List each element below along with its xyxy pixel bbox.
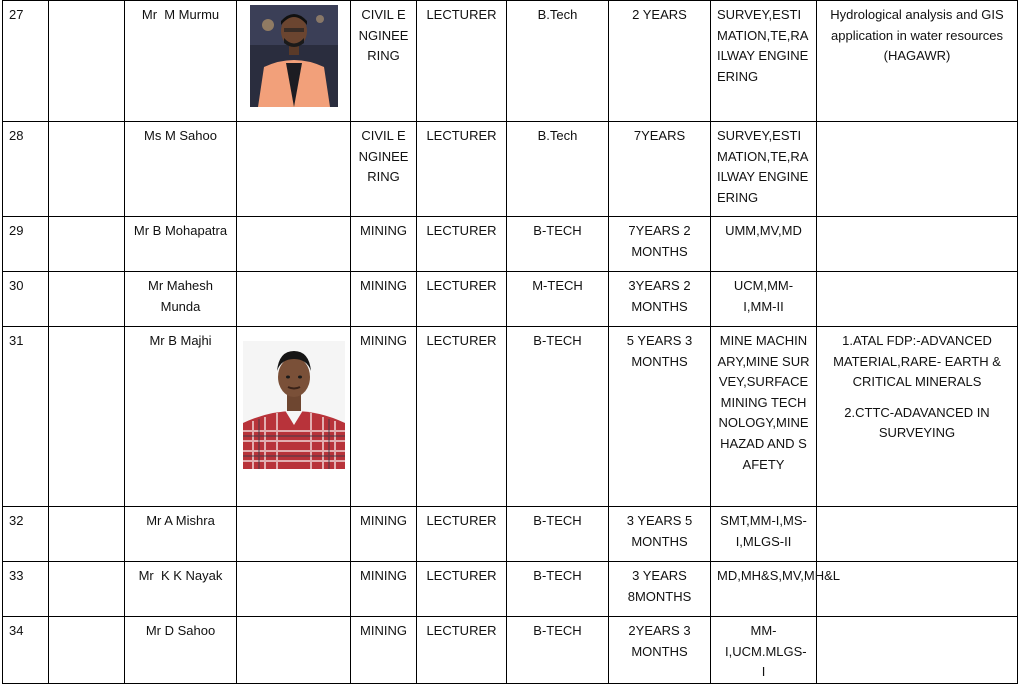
training-attended	[817, 122, 1018, 217]
faculty-table	[2, 0, 1018, 684]
designation: LECTURER	[417, 217, 507, 272]
table-row	[3, 272, 1018, 327]
serial-number: 29	[3, 217, 49, 272]
serial-number: 31	[3, 327, 49, 507]
portrait-man-checked-shirt	[243, 341, 345, 469]
table-row	[3, 327, 1018, 507]
designation: LECTURER	[417, 272, 507, 327]
designation: LECTURER	[417, 507, 507, 562]
empty-cell	[49, 217, 125, 272]
subjects-taught: MINE MACHINARY,MINE SURVEY,SURFACE MINING TECHNOLOGY,MINE HAZAD AND SAFETY	[711, 327, 817, 507]
table-row	[3, 122, 1018, 217]
experience: 5 YEARS 3 MONTHS	[609, 327, 711, 507]
empty-cell	[49, 272, 125, 327]
staff-name: Mr D Sahoo	[125, 617, 237, 684]
staff-name: Mr A Mishra	[125, 507, 237, 562]
serial-number: 28	[3, 122, 49, 217]
qualification: B.Tech	[507, 1, 609, 122]
table-row	[3, 507, 1018, 562]
staff-name: Ms M Sahoo	[125, 122, 237, 217]
qualification: B-TECH	[507, 217, 609, 272]
staff-photo	[237, 1, 351, 122]
staff-name: Mr Mahesh Munda	[125, 272, 237, 327]
serial-number: 33	[3, 562, 49, 617]
staff-name: Mr B Mohapatra	[125, 217, 237, 272]
empty-cell	[49, 122, 125, 217]
serial-number: 32	[3, 507, 49, 562]
subjects-taught: MM-I,UCM.MLGS-I	[711, 617, 817, 684]
table-row	[3, 1, 1018, 122]
qualification: B-TECH	[507, 327, 609, 507]
staff-photo	[237, 617, 351, 684]
training-attended	[817, 217, 1018, 272]
designation: LECTURER	[417, 327, 507, 507]
department: CIVIL ENGINEERING	[351, 1, 417, 122]
empty-cell	[49, 562, 125, 617]
training-attended	[817, 272, 1018, 327]
department: MINING	[351, 327, 417, 507]
training-attended: Hydrological analysis and GIS application in water resources (HAGAWR)	[817, 1, 1018, 122]
department: MINING	[351, 507, 417, 562]
experience: 3YEARS 2 MONTHS	[609, 272, 711, 327]
staff-photo	[237, 327, 351, 507]
staff-name: Mr M Murmu	[125, 1, 237, 122]
serial-number: 30	[3, 272, 49, 327]
training-attended	[817, 617, 1018, 684]
staff-photo	[237, 507, 351, 562]
designation: LECTURER	[417, 562, 507, 617]
table-row	[3, 217, 1018, 272]
department: MINING	[351, 562, 417, 617]
qualification: B-TECH	[507, 507, 609, 562]
experience: 7YEARS 2 MONTHS	[609, 217, 711, 272]
experience: 3 YEARS 5 MONTHS	[609, 507, 711, 562]
subjects-taught: SMT,MM-I,MS-I,MLGS-II	[711, 507, 817, 562]
designation: LECTURER	[417, 1, 507, 122]
empty-cell	[49, 1, 125, 122]
serial-number: 34	[3, 617, 49, 684]
training-attended	[817, 507, 1018, 562]
staff-name: Mr K K Nayak	[125, 562, 237, 617]
training-attended	[817, 562, 1018, 617]
department: CIVIL ENGINEERING	[351, 122, 417, 217]
experience: 7YEARS	[609, 122, 711, 217]
table-row	[3, 562, 1018, 617]
staff-photo	[237, 562, 351, 617]
subjects-taught: UCM,MM-I,MM-II	[711, 272, 817, 327]
qualification: B.Tech	[507, 122, 609, 217]
empty-cell	[49, 617, 125, 684]
staff-photo	[237, 272, 351, 327]
designation: LECTURER	[417, 617, 507, 684]
department: MINING	[351, 617, 417, 684]
portrait-man-blazer	[250, 5, 338, 107]
empty-cell	[49, 507, 125, 562]
designation: LECTURER	[417, 122, 507, 217]
subjects-taught: UMM,MV,MD	[711, 217, 817, 272]
empty-cell	[49, 327, 125, 507]
staff-photo	[237, 217, 351, 272]
serial-number: 27	[3, 1, 49, 122]
qualification: B-TECH	[507, 617, 609, 684]
department: MINING	[351, 272, 417, 327]
subjects-taught: SURVEY,ESTIMATION,TE,RAILWAY ENGINEERING	[711, 1, 817, 122]
department: MINING	[351, 217, 417, 272]
table-row	[3, 617, 1018, 684]
staff-name: Mr B Majhi	[125, 327, 237, 507]
qualification: B-TECH	[507, 562, 609, 617]
subjects-taught: MD,MH&S,MV,MH&L	[711, 562, 817, 617]
qualification: M-TECH	[507, 272, 609, 327]
experience: 3 YEARS 8MONTHS	[609, 562, 711, 617]
training-attended: 1.ATAL FDP:-ADVANCED MATERIAL,RARE- EARTH & CRITICAL MINERALS 2.CTTC-ADAVANCED IN SURVEYING	[817, 327, 1018, 507]
subjects-taught: SURVEY,ESTIMATION,TE,RAILWAY ENGINEERING	[711, 122, 817, 217]
staff-photo	[237, 122, 351, 217]
experience: 2YEARS 3 MONTHS	[609, 617, 711, 684]
experience: 2 YEARS	[609, 1, 711, 122]
